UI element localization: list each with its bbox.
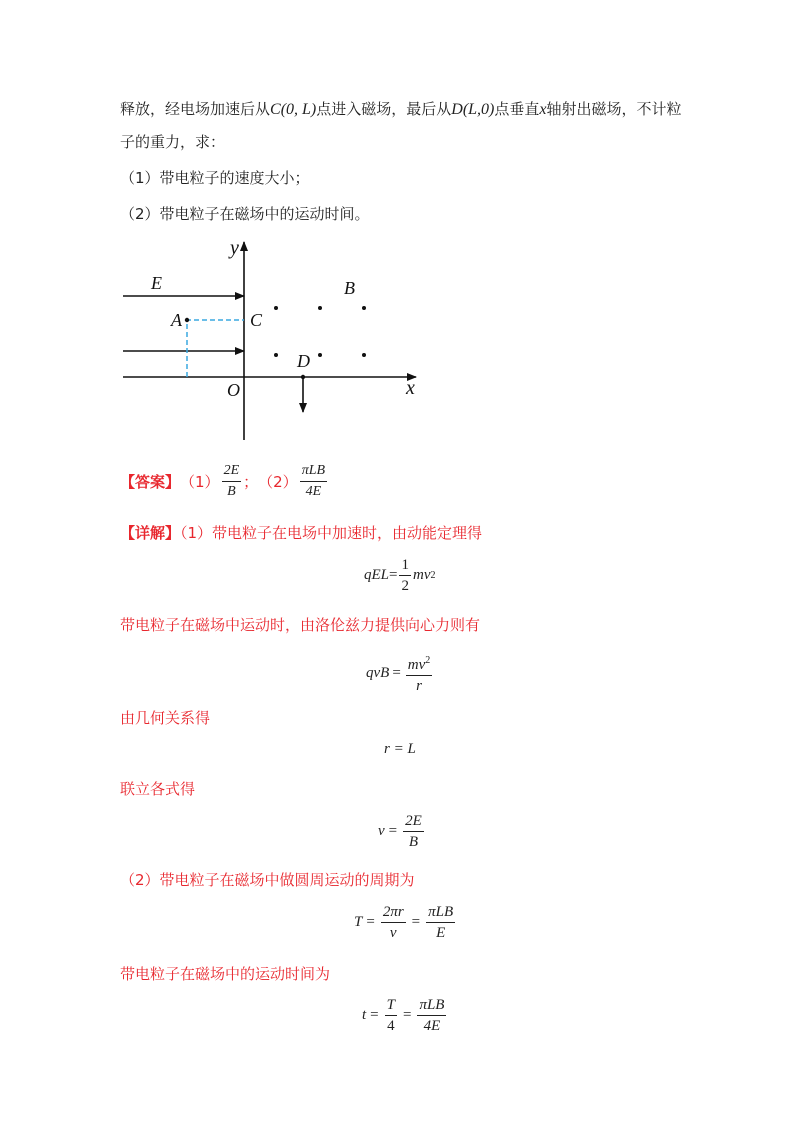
answer-line	[120, 462, 329, 501]
field-dot	[318, 306, 322, 310]
point-c-label: C	[270, 101, 281, 118]
text-segment: 轴射出磁场，不计粒	[546, 100, 682, 118]
explanation-step-3: 由几何关系得	[120, 709, 211, 727]
answer-part-2: （2）	[258, 473, 298, 491]
text-segment: 释放，经电场加速后从	[120, 100, 271, 118]
numerator-text: mv	[407, 657, 426, 673]
eq-fraction	[403, 812, 424, 851]
eq-fraction	[417, 996, 446, 1035]
answer-1-fraction	[222, 462, 242, 501]
field-dot	[362, 306, 366, 310]
equation-4	[378, 812, 426, 851]
question-2: （2）带电粒子在磁场中的运动时间。	[120, 205, 370, 223]
explanation-step-2: 带电粒子在磁场中运动时，由洛伦兹力提供向心力则有	[120, 616, 481, 634]
fraction-numerator: 2E	[222, 462, 242, 482]
fraction-denominator: 4	[387, 1018, 395, 1034]
eq-rhs: mv	[412, 567, 431, 583]
fraction-denominator: E	[436, 925, 446, 941]
eq-lhs: qvB	[366, 665, 390, 681]
eq-lhs: v	[378, 823, 385, 839]
eq-sign: =	[402, 1007, 412, 1023]
fraction-denominator: B	[227, 484, 236, 499]
equation-6	[362, 996, 448, 1035]
point-d-label: D	[451, 101, 463, 118]
point-a-label: A	[171, 310, 182, 330]
answer-2-fraction	[300, 462, 327, 501]
fraction-numerator: πLB	[417, 996, 446, 1016]
fraction-denominator: 2	[401, 578, 409, 594]
physics-diagram	[110, 234, 430, 446]
eq-exponent: 2	[430, 570, 436, 581]
equation-5	[354, 903, 457, 942]
eq-fraction	[381, 903, 406, 942]
eq-sign: =	[370, 1007, 379, 1023]
eq-fraction	[426, 903, 455, 942]
question-1: （1）带电粒子的速度大小；	[120, 169, 310, 187]
equation-1	[364, 556, 435, 595]
point-c-coords: (0, L)	[280, 101, 317, 118]
field-dot	[274, 306, 278, 310]
eq-fraction	[399, 556, 411, 595]
eq-sign: =	[388, 823, 398, 839]
fraction-denominator: B	[408, 834, 419, 850]
eq-sign: =	[411, 914, 421, 930]
field-dot	[362, 353, 366, 357]
fraction-numerator: πLB	[300, 462, 327, 482]
field-e-label: E	[151, 273, 162, 293]
explanation-tag: 【详解】	[120, 524, 181, 542]
explanation-text: （1）带电粒子在电场中加速时，由动能定理得	[180, 524, 483, 542]
y-axis-label: y	[230, 237, 239, 259]
equation-2	[366, 652, 434, 695]
point-d-coords: (L,0)	[462, 101, 495, 118]
explanation-step-4: 联立各式得	[120, 780, 196, 798]
eq-sign: =	[389, 567, 398, 583]
fraction-denominator: v	[389, 925, 397, 941]
point-a-dot	[185, 318, 189, 322]
fraction-numerator: πLB	[426, 903, 455, 923]
field-b-label: B	[344, 278, 355, 298]
eq-fraction	[406, 652, 433, 695]
text-segment: 点进入磁场，最后从	[316, 100, 452, 118]
fraction-numerator: T	[385, 996, 397, 1016]
fraction-numerator: 2E	[403, 812, 424, 832]
fraction-denominator: 4E	[423, 1018, 441, 1034]
field-dot	[274, 353, 278, 357]
origin-label: O	[227, 380, 240, 400]
eq-sign: =	[392, 665, 401, 681]
equation-3: r = L	[384, 741, 416, 757]
fraction-numerator: 2πr	[381, 903, 406, 923]
eq-lhs: t	[362, 1007, 367, 1023]
eq-lhs: qEL	[364, 567, 390, 583]
problem-line-1	[120, 98, 682, 119]
x-axis-label: x	[406, 377, 415, 399]
dashed-path	[187, 320, 244, 377]
fraction-numerator	[406, 652, 433, 676]
text-segment: 点垂直	[494, 100, 540, 118]
eq-lhs: T	[354, 914, 363, 930]
explanation-step-6: 带电粒子在磁场中的运动时间为	[120, 965, 331, 983]
eq-exponent: 2	[425, 655, 431, 666]
point-d-label: D	[297, 351, 310, 371]
fraction-denominator: r	[416, 678, 422, 694]
point-c-label: C	[250, 310, 263, 330]
problem-line-2: 子的重力，求：	[120, 133, 226, 151]
explanation-intro	[120, 522, 482, 543]
eq-fraction	[385, 996, 397, 1035]
answer-separator: ；	[243, 473, 259, 491]
fraction-numerator: 1	[399, 556, 411, 576]
field-dot	[318, 353, 322, 357]
eq-sign: =	[366, 914, 375, 930]
answer-tag: 【答案】	[120, 473, 181, 491]
answer-part-1: （1）	[180, 473, 220, 491]
fraction-denominator: 4E	[305, 484, 322, 499]
explanation-step-5: （2）带电粒子在磁场中做圆周运动的周期为	[120, 871, 415, 889]
x-variable: x	[539, 101, 547, 118]
